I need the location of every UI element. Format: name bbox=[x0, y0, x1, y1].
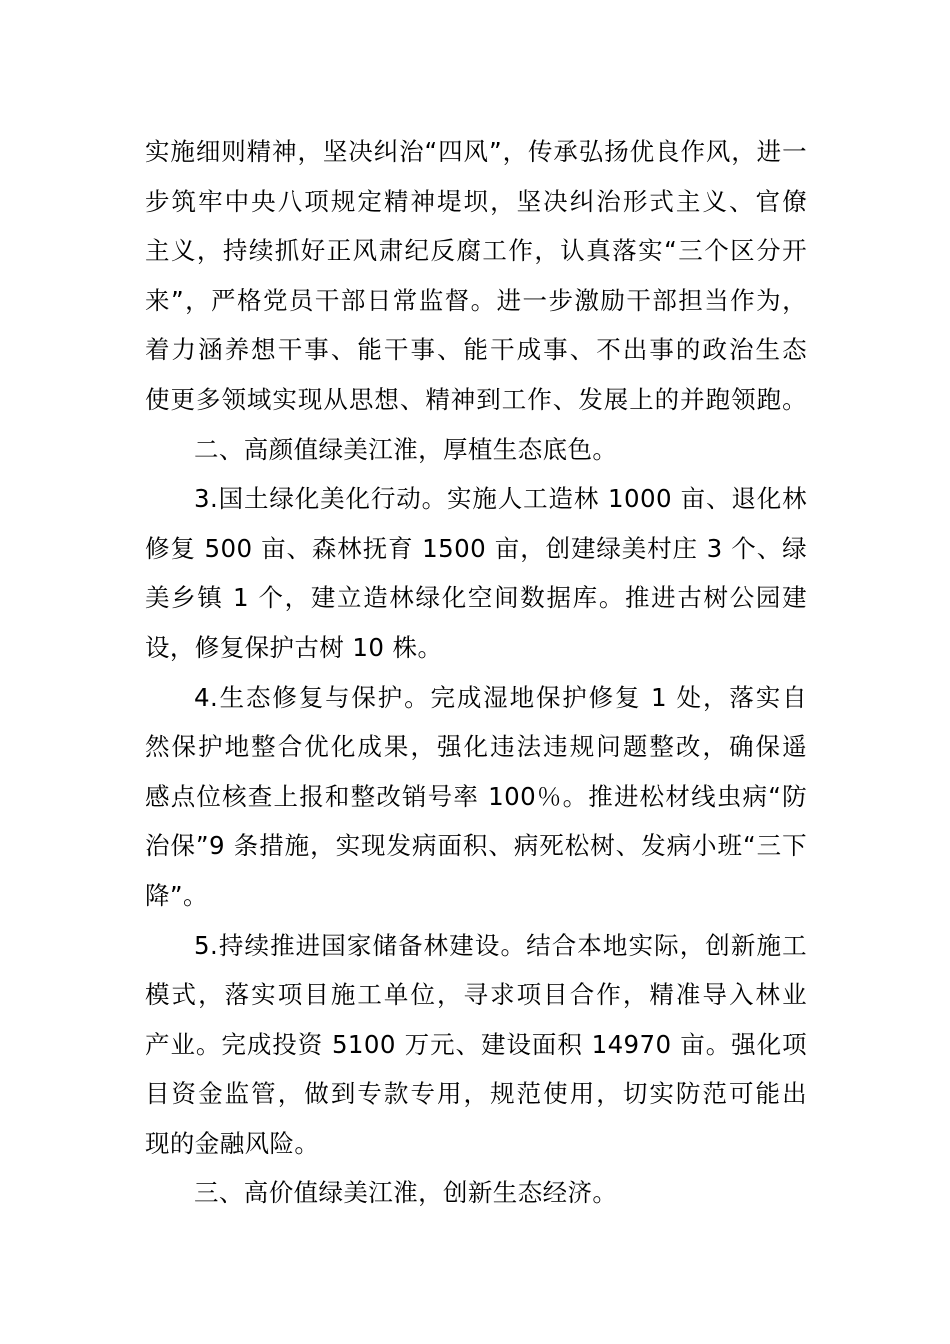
paragraph-line: 治保”9 条措施，实现发病面积、病死松树、发病小班“三下 bbox=[145, 831, 807, 861]
paragraph-line: 步筑牢中央八项规定精神堤坝，坚决纠治形式主义、官僚 bbox=[145, 186, 807, 216]
paragraph-line: 实施细则精神，坚决纠治“四风”，传承弘扬优良作风，进一 bbox=[145, 137, 807, 166]
paragraph-line: 产业。完成投资 5100 万元、建设面积 14970 亩。强化项 bbox=[145, 1029, 807, 1059]
paragraph-line: 4.生态修复与保护。完成湿地保护修复 1 处，落实自 bbox=[194, 682, 807, 712]
paragraph-line: 感点位核查上报和整改销号率 100％。推进松材线虫病“防 bbox=[145, 781, 807, 811]
body-text bbox=[145, 127, 807, 1218]
paragraph-line: 来”，严格党员干部日常监督。进一步激励干部担当作为， bbox=[145, 285, 807, 315]
paragraph-line: 主义，持续抓好正风肃纪反腐工作，认真落实“三个区分开 bbox=[145, 236, 807, 266]
paragraph-line: 美乡镇 1 个，建立造林绿化空间数据库。推进古树公园建 bbox=[145, 583, 807, 613]
paragraph-line: 3.国土绿化美化行动。实施人工造林 1000 亩、退化林 bbox=[194, 484, 807, 514]
paragraph-line: 5.持续推进国家储备林建设。结合本地实际，创新施工 bbox=[194, 930, 807, 960]
paragraph-line: 目资金监管，做到专款专用，规范使用，切实防范可能出 bbox=[145, 1079, 807, 1109]
paragraph-line: 模式，落实项目施工单位，寻求项目合作，精准导入林业 bbox=[145, 980, 807, 1010]
paragraph-line: 设，修复保护古树 10 株。 bbox=[145, 632, 443, 662]
paragraph-line: 修复 500 亩、森林抚育 1500 亩，创建绿美村庄 3 个、绿 bbox=[145, 533, 807, 563]
paragraph-line: 降”。 bbox=[145, 880, 208, 910]
section-heading: 三、高价值绿美江淮，创新生态经济。 bbox=[194, 1178, 618, 1208]
section-heading: 二、高颜值绿美江淮，厚植生态底色。 bbox=[194, 434, 618, 464]
paragraph-line: 着力涵养想干事、能干事、能干成事、不出事的政治生态 bbox=[145, 335, 807, 365]
paragraph-line: 使更多领域实现从思想、精神到工作、发展上的并跑领跑。 bbox=[145, 384, 807, 414]
paragraph-line: 现的金融风险。 bbox=[145, 1128, 320, 1158]
paragraph-line: 然保护地整合优化成果，强化违法违规问题整改，确保遥 bbox=[145, 732, 807, 762]
